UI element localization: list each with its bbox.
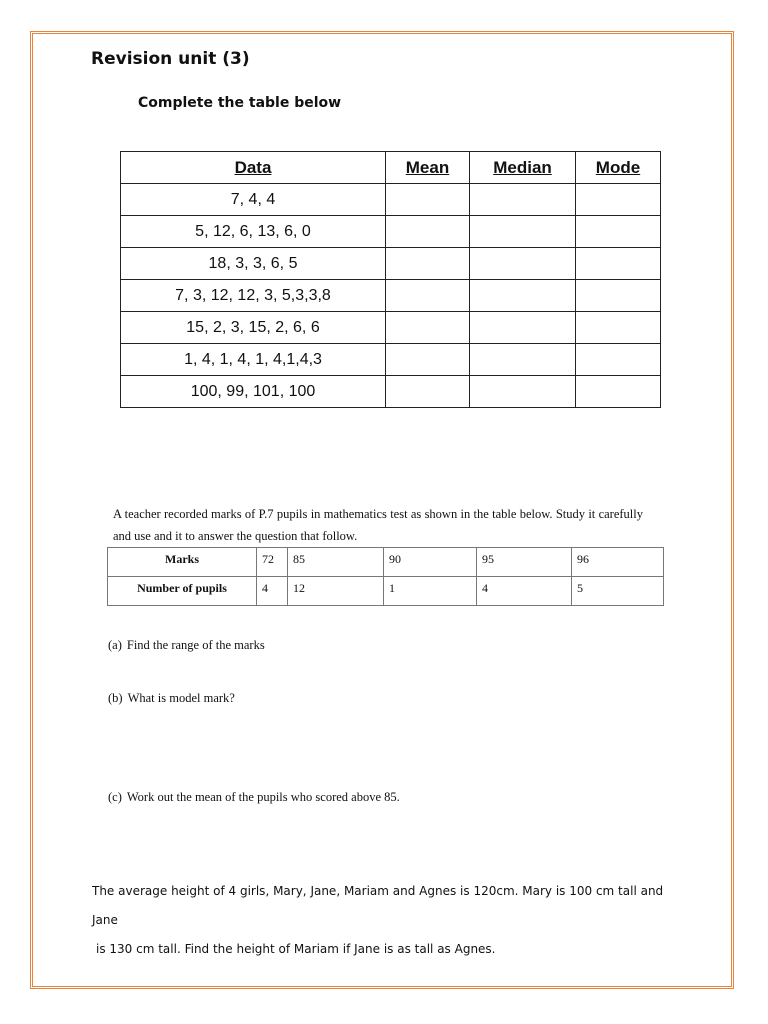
table-instruction: Complete the table below: [138, 95, 342, 111]
table-row: [121, 312, 661, 344]
pupils-cell: 1: [384, 577, 477, 606]
height-problem-line1: The average height of 4 girls, Mary, Jane, Mariam and Agnes is 120cm. Mary is 100 cm tall and Jane: [92, 884, 664, 927]
mean-answer-cell[interactable]: [386, 312, 470, 344]
marks-row: [108, 548, 664, 577]
question-a: [108, 638, 265, 653]
mode-answer-cell[interactable]: [576, 184, 661, 216]
table-header-row: [121, 152, 661, 184]
header-mean: Mean: [386, 152, 470, 184]
table-row: [121, 280, 661, 312]
pupils-cell: 12: [288, 577, 384, 606]
question-text: Work out the mean of the pupils who scored above 85.: [126, 790, 400, 804]
median-answer-cell[interactable]: [470, 248, 576, 280]
marks-cell: 90: [384, 548, 477, 577]
marks-cell: 72: [257, 548, 288, 577]
data-cell: 1, 4, 1, 4, 1, 4,1,4,3: [121, 344, 386, 376]
mean-answer-cell[interactable]: [386, 344, 470, 376]
header-median: Median: [470, 152, 576, 184]
median-answer-cell[interactable]: [470, 184, 576, 216]
question-c: [108, 790, 400, 805]
marks-cell: 96: [572, 548, 664, 577]
table-row: [121, 376, 661, 408]
header-mode: Mode: [576, 152, 661, 184]
data-cell: 18, 3, 3, 6, 5: [121, 248, 386, 280]
median-answer-cell[interactable]: [470, 216, 576, 248]
page-title: Revision unit (3): [91, 49, 250, 69]
mean-answer-cell[interactable]: [386, 248, 470, 280]
mode-answer-cell[interactable]: [576, 344, 661, 376]
median-answer-cell[interactable]: [470, 312, 576, 344]
data-cell: 15, 2, 3, 15, 2, 6, 6: [121, 312, 386, 344]
median-answer-cell[interactable]: [470, 376, 576, 408]
mode-answer-cell[interactable]: [576, 376, 661, 408]
mean-answer-cell[interactable]: [386, 216, 470, 248]
mean-answer-cell[interactable]: [386, 184, 470, 216]
pupils-cell: 4: [477, 577, 572, 606]
mode-answer-cell[interactable]: [576, 216, 661, 248]
data-cell: 7, 4, 4: [121, 184, 386, 216]
mean-answer-cell[interactable]: [386, 280, 470, 312]
table-row: [121, 248, 661, 280]
question-label: (a): [108, 638, 122, 652]
question-label: (c): [108, 790, 122, 804]
pupils-row: [108, 577, 664, 606]
marks-label: Marks: [108, 548, 257, 577]
table-row: [121, 184, 661, 216]
median-answer-cell[interactable]: [470, 344, 576, 376]
mode-answer-cell[interactable]: [576, 312, 661, 344]
marks-table: [107, 547, 664, 606]
data-cell: 7, 3, 12, 12, 3, 5,3,3,8: [121, 280, 386, 312]
header-data: Data: [121, 152, 386, 184]
question-text: What is model mark?: [127, 691, 235, 705]
mean-answer-cell[interactable]: [386, 376, 470, 408]
height-problem: [92, 877, 672, 964]
mode-answer-cell[interactable]: [576, 280, 661, 312]
table-row: [121, 216, 661, 248]
marks-cell: 95: [477, 548, 572, 577]
data-cell: 100, 99, 101, 100: [121, 376, 386, 408]
pupils-cell: 4: [257, 577, 288, 606]
marks-cell: 85: [288, 548, 384, 577]
question-label: (b): [108, 691, 123, 705]
problem-intro: A teacher recorded marks of P.7 pupils in mathematics test as shown in the table below. Study it carefully and use and it to answer the question that follow.: [113, 507, 643, 543]
statistics-table: [120, 151, 661, 408]
data-cell: 5, 12, 6, 13, 6, 0: [121, 216, 386, 248]
mode-answer-cell[interactable]: [576, 248, 661, 280]
question-text: Find the range of the marks: [126, 638, 265, 652]
question-b: [108, 691, 235, 706]
height-problem-line2: is 130 cm tall. Find the height of Mariam if Jane is as tall as Agnes.: [96, 942, 496, 956]
table-row: [121, 344, 661, 376]
pupils-label: Number of pupils: [108, 577, 257, 606]
pupils-cell: 5: [572, 577, 664, 606]
median-answer-cell[interactable]: [470, 280, 576, 312]
